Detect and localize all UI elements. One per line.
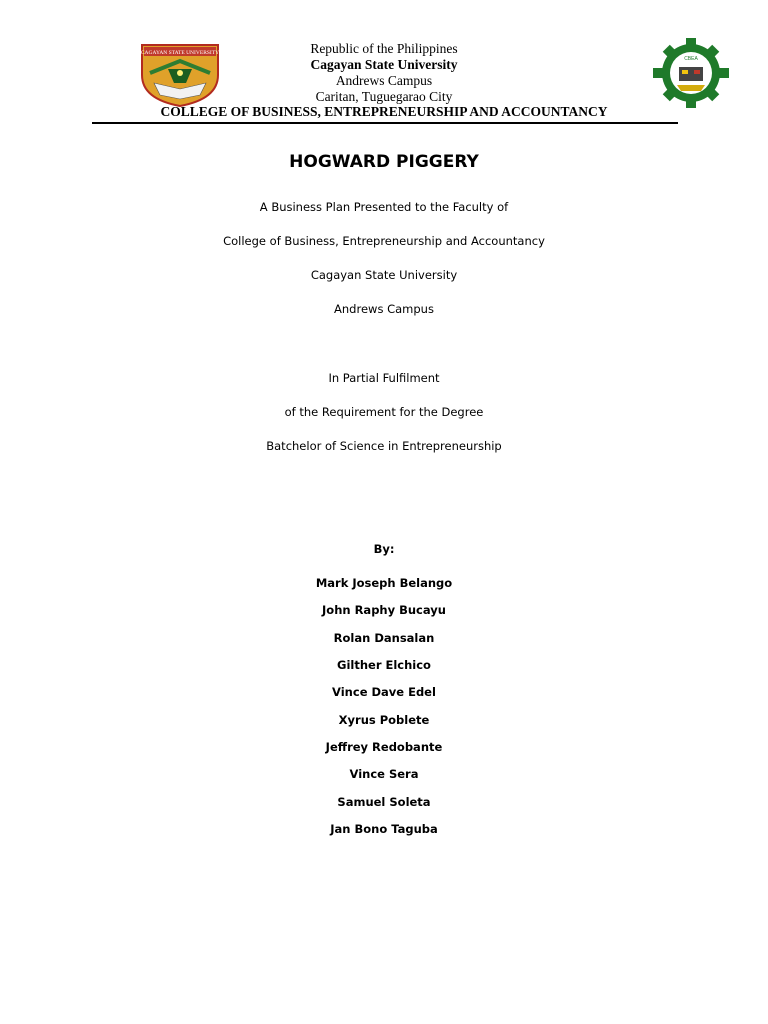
author-name: Samuel Soleta: [337, 795, 431, 809]
presented-line: Andrews Campus: [334, 302, 434, 316]
presented-line: Cagayan State University: [310, 268, 458, 282]
author-name: Jeffrey Redobante: [325, 740, 443, 754]
author-name: Gilther Elchico: [337, 658, 431, 672]
university-seal-text: CAGAYAN STATE UNIVERSITY: [140, 50, 220, 56]
author-name: Xyrus Poblete: [338, 713, 430, 727]
presented-line: College of Business, Entrepreneurship and Accountancy: [223, 234, 545, 248]
by-label: By:: [373, 542, 395, 556]
campus-line: Andrews Campus: [335, 73, 433, 88]
presented-line: A Business Plan Presented to the Faculty of: [259, 200, 509, 214]
author-name: Mark Joseph Belango: [315, 576, 453, 590]
author-name: Vince Sera: [349, 767, 419, 781]
fulfilment-line: In Partial Fulfilment: [328, 371, 440, 385]
fulfilment-line: Batchelor of Science in Entrepreneurship: [266, 439, 502, 453]
college-seal-icon: [652, 38, 730, 108]
college-seal-text: CBEA: [684, 56, 698, 62]
college-line: COLLEGE OF BUSINESS, ENTREPRENEURSHIP AND ACCOUNTANCY: [160, 104, 608, 119]
university-line: Cagayan State University: [310, 57, 458, 72]
location-line: Caritan, Tuguegarao City: [315, 89, 453, 104]
fulfilment-line: of the Requirement for the Degree: [284, 405, 484, 419]
author-name: Vince Dave Edel: [332, 685, 436, 699]
author-name: John Raphy Bucayu: [322, 603, 446, 617]
page-title: HOGWARD PIGGERY: [289, 152, 479, 172]
author-name: Rolan Dansalan: [333, 631, 435, 645]
header-divider: [92, 122, 678, 124]
author-name: Jan Bono Taguba: [330, 822, 438, 836]
country-line: Republic of the Philippines: [310, 41, 458, 56]
